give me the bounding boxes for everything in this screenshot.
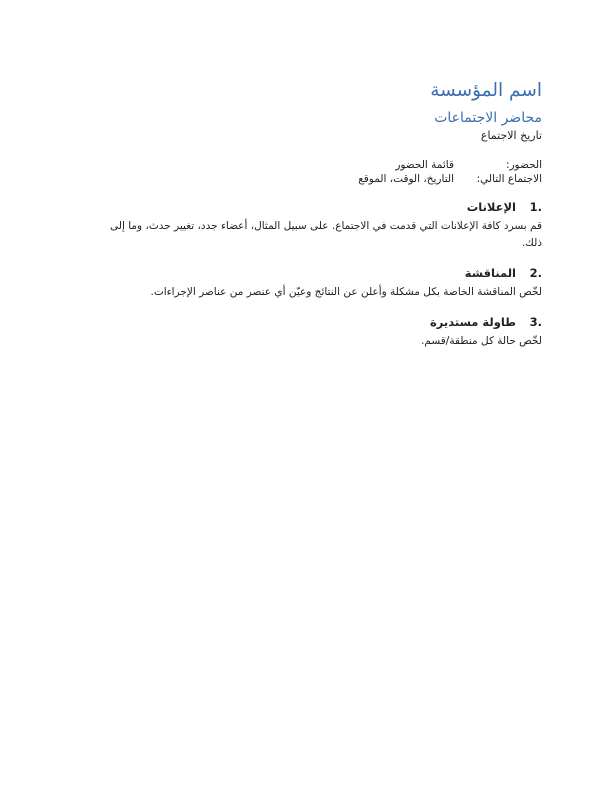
section-heading	[92, 198, 542, 216]
section-title: طاولة مستديرة	[429, 315, 516, 329]
section-body: قم بسرد كافة الإعلانات التي قدمت في الاجتماع. على سبيل المثال، أعضاء جدد، تغيير حدث، وما إلى ذلك.	[110, 220, 542, 249]
section-body: لخّص المناقشة الخاصة بكل مشكلة وأعلن عن النتائج وعيّن أي عنصر من عناصر الإجراءات.	[150, 286, 542, 298]
section-number: 2.	[529, 266, 542, 280]
section-title: الإعلانات	[466, 200, 516, 214]
section-announcements	[92, 198, 542, 252]
next-meeting-row	[92, 172, 542, 186]
document-title: محاضر الاجتماعات	[434, 110, 542, 126]
attendees-value: قائمة الحضور	[395, 159, 454, 171]
section-heading	[92, 313, 542, 331]
meeting-meta	[92, 158, 542, 186]
section-discussion	[92, 264, 542, 301]
meeting-date: تاريخ الاجتماع	[480, 129, 542, 142]
next-meeting-label: الاجتماع التالي:	[476, 173, 542, 185]
document-content	[92, 78, 542, 350]
next-meeting-value: التاريخ، الوقت، الموقع	[358, 173, 454, 185]
organization-name: اسم المؤسسة	[430, 80, 542, 101]
section-body: لخّص حالة كل منطقة/قسم.	[421, 335, 542, 347]
section-title: المناقشة	[464, 266, 516, 280]
attendees-label: الحضور:	[505, 159, 542, 171]
section-number: 1.	[529, 200, 542, 214]
section-number: 3.	[529, 315, 542, 329]
attendees-row	[92, 158, 542, 172]
section-heading	[92, 264, 542, 282]
section-roundtable	[92, 313, 542, 350]
